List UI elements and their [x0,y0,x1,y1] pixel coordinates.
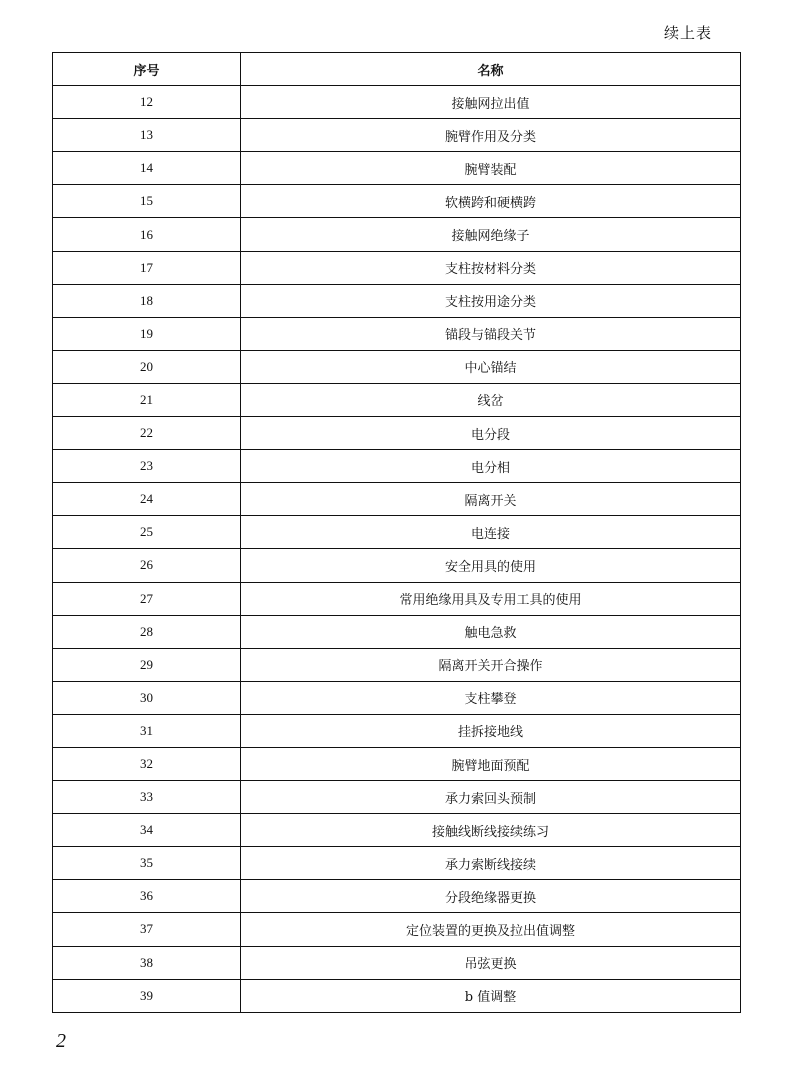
table-row [53,383,741,416]
row-name-cell: 电分段 [241,417,741,450]
row-number-cell: 37 [53,913,241,946]
row-number-cell: 21 [53,383,241,416]
row-name-cell: 承力索断线接续 [241,847,741,880]
table-row [53,317,741,350]
table-row [53,913,741,946]
table-row [53,681,741,714]
row-number-cell: 31 [53,714,241,747]
row-name-cell: b 值调整 [241,979,741,1012]
row-name-cell: 锚段与锚段关节 [241,317,741,350]
table-row [53,615,741,648]
table-row [53,185,741,218]
continued-label: 续上表 [663,24,712,42]
row-name-cell: 支柱攀登 [241,681,741,714]
row-name-cell: 电连接 [241,516,741,549]
page-number: 2 [56,1030,66,1052]
table-row [53,251,741,284]
row-name-cell: 隔离开关 [241,483,741,516]
row-name-cell: 支柱按材料分类 [241,251,741,284]
column-header-number: 序号 [53,53,241,86]
row-number-cell: 28 [53,615,241,648]
row-number-cell: 36 [53,880,241,913]
table-row [53,648,741,681]
row-number-cell: 27 [53,582,241,615]
row-name-cell: 承力索回头预制 [241,781,741,814]
table-row [53,549,741,582]
row-name-cell: 隔离开关开合操作 [241,648,741,681]
row-name-cell: 定位装置的更换及拉出值调整 [241,913,741,946]
row-number-cell: 30 [53,681,241,714]
row-number-cell: 29 [53,648,241,681]
row-number-cell: 26 [53,549,241,582]
table-row [53,979,741,1012]
row-number-cell: 34 [53,814,241,847]
table-row [53,847,741,880]
row-name-cell: 接触网拉出值 [241,86,741,119]
table-row [53,152,741,185]
row-name-cell: 触电急救 [241,615,741,648]
row-name-cell: 挂拆接地线 [241,714,741,747]
row-name-cell: 软横跨和硬横跨 [241,185,741,218]
row-number-cell: 14 [53,152,241,185]
table-header-row [53,53,741,86]
row-number-cell: 20 [53,350,241,383]
row-name-cell: 电分相 [241,450,741,483]
row-number-cell: 18 [53,284,241,317]
table-header [53,53,741,86]
table-row [53,86,741,119]
row-number-cell: 12 [53,86,241,119]
row-name-cell: 线岔 [241,383,741,416]
table-row [53,714,741,747]
column-header-name: 名称 [241,53,741,86]
row-number-cell: 32 [53,747,241,780]
row-number-cell: 25 [53,516,241,549]
row-name-cell: 中心锚结 [241,350,741,383]
table-row [53,814,741,847]
table-row [53,516,741,549]
row-number-cell: 38 [53,946,241,979]
items-table-container [52,52,740,1013]
table-row [53,781,741,814]
table-row [53,880,741,913]
row-number-cell: 24 [53,483,241,516]
row-number-cell: 16 [53,218,241,251]
items-table [52,52,741,1013]
row-number-cell: 22 [53,417,241,450]
row-number-cell: 39 [53,979,241,1012]
row-name-cell: 接触线断线接续练习 [241,814,741,847]
table-row [53,483,741,516]
row-name-cell: 常用绝缘用具及专用工具的使用 [241,582,741,615]
row-name-cell: 吊弦更换 [241,946,741,979]
row-name-cell: 分段绝缘器更换 [241,880,741,913]
table-row [53,747,741,780]
table-row [53,417,741,450]
row-number-cell: 13 [53,119,241,152]
row-name-cell: 腕臂作用及分类 [241,119,741,152]
row-name-cell: 支柱按用途分类 [241,284,741,317]
row-number-cell: 15 [53,185,241,218]
table-row [53,119,741,152]
table-row [53,450,741,483]
table-row [53,350,741,383]
table-row [53,218,741,251]
table-row [53,284,741,317]
row-number-cell: 17 [53,251,241,284]
row-number-cell: 19 [53,317,241,350]
row-name-cell: 腕臂地面预配 [241,747,741,780]
row-number-cell: 35 [53,847,241,880]
table-body [53,86,741,1013]
table-row [53,946,741,979]
row-name-cell: 接触网绝缘子 [241,218,741,251]
row-name-cell: 腕臂装配 [241,152,741,185]
row-number-cell: 23 [53,450,241,483]
row-number-cell: 33 [53,781,241,814]
row-name-cell: 安全用具的使用 [241,549,741,582]
table-row [53,582,741,615]
